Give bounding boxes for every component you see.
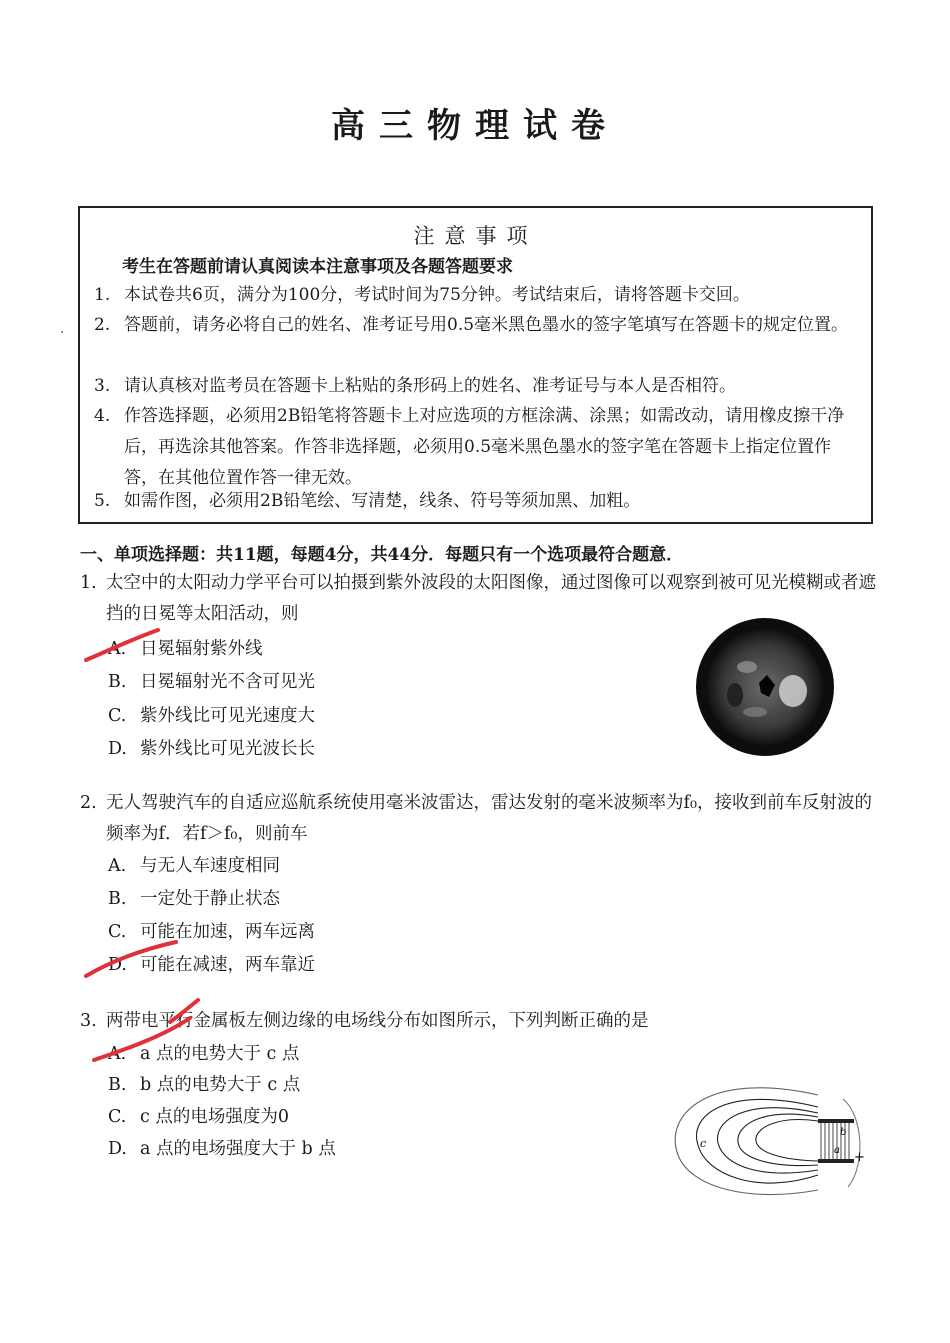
notice-intro: 考生在答题前请认真阅读本注意事项及各题答题要求 [122,257,513,277]
option-label: D. [108,1139,127,1159]
notice-item-text: 作答选择题，必须用2B铅笔将答题卡上对应选项的方框涂满、涂黑；如需改动，请用橡皮擦干净后，再选涂其他答案。作答非选择题，必须用0.5毫米黑色墨水的签字笔在答题卡上指定位置作答，在其他位置作答一律无效。 [124,406,845,488]
option-label: C. [108,1107,127,1127]
notice-item [94,280,864,311]
question-number: 1. [80,573,97,593]
option-text: 与无人车速度相同 [140,856,280,876]
question-text: 太空中的太阳动力学平台可以拍摄到紫外波段的太阳图像，通过图像可以观察到被可见光模糊或者遮挡的日冕等太阳活动，则 [106,573,876,624]
notice-item [94,401,864,494]
question-2-option-b [108,885,280,910]
option-label: C. [108,706,127,726]
sun-ultraviolet-image [695,617,835,757]
section-heading: 一、单项选择题：共11题，每题4分，共44分．每题只有一个选项最符合题意． [80,545,684,565]
question-1-option-a [108,635,263,660]
notice-item [94,486,864,517]
question-number: 2. [80,793,97,813]
question-2-option-c [108,918,315,943]
notice-item-text: 请认真核对监考员在答题卡上粘贴的条形码上的姓名、准考证号与本人是否相符。 [124,376,736,396]
option-text: b 点的电势大于 c 点 [140,1075,301,1095]
notice-item-number: 1. [94,285,111,305]
electric-field-diagram [668,1075,868,1205]
notice-item-text: 本试卷共6页，满分为100分，考试时间为75分钟。考试结束后，请将答题卡交回。 [124,285,750,305]
option-label: B. [108,672,127,692]
option-label: A. [108,1044,127,1064]
option-text: 可能在加速，两车远离 [140,922,315,942]
notice-item [94,371,864,402]
option-text: 紫外线比可见光速度大 [140,706,315,726]
point-b-label: b [840,1127,847,1138]
plus-sign-label: + [854,1150,865,1165]
notice-item-text: 如需作图，必须用2B铅笔绘、写清楚，线条、符号等须加黑、加粗。 [124,491,641,511]
question-3-option-c [108,1103,289,1128]
option-text: c 点的电场强度为0 [140,1107,289,1127]
question-3-option-d [108,1135,336,1160]
question-2-stem [80,788,880,850]
point-a-label: a [834,1145,840,1156]
question-text: 两带电平行金属板左侧边缘的电场线分布如图所示，下列判断正确的是 [106,1011,649,1031]
notice-title: 注意事项 [413,224,538,248]
option-text: 一定处于静止状态 [140,889,280,909]
notice-item-number: 4. [94,406,111,426]
question-1-option-b [108,668,315,693]
option-text: a 点的电场强度大于 b 点 [140,1139,336,1159]
option-text: 日冕辐射光不含可见光 [140,672,315,692]
notice-box [78,206,873,524]
question-3-option-a [108,1040,299,1065]
question-2-option-a [108,852,280,877]
page-title: 高三物理试卷 [331,106,619,146]
point-c-label: c [700,1137,707,1150]
question-number: 3. [80,1011,97,1031]
option-label: B. [108,1075,127,1095]
notice-item-number: 5. [94,491,111,511]
question-3-stem [80,1006,880,1037]
notice-item-text: 答题前，请务必将自己的姓名、准考证号用0.5毫米黑色墨水的签字笔填写在答题卡的规定位置。 [124,315,849,335]
question-text: 无人驾驶汽车的自适应巡航系统使用毫米波雷达，雷达发射的毫米波频率为f₀，接收到前车反射波的频率为f．若f＞f₀，则前车 [106,793,872,844]
option-label: A. [108,639,127,659]
option-text: a 点的电势大于 c 点 [140,1044,300,1064]
question-2-option-d [108,951,315,976]
option-text: 可能在减速，两车靠近 [140,955,315,975]
margin-mark: · [60,325,65,341]
option-label: A. [108,856,127,876]
option-text: 紫外线比可见光波长长 [140,739,315,759]
option-label: B. [108,889,127,909]
option-label: C. [108,922,127,942]
question-3-option-b [108,1071,300,1096]
option-text: 日冕辐射紫外线 [140,639,263,659]
notice-item-number: 2. [94,315,111,335]
question-1-option-d [108,735,315,760]
option-label: D. [108,955,127,975]
notice-item [94,310,864,341]
option-label: D. [108,739,127,759]
notice-item-number: 3. [94,376,111,396]
question-1-option-c [108,702,315,727]
